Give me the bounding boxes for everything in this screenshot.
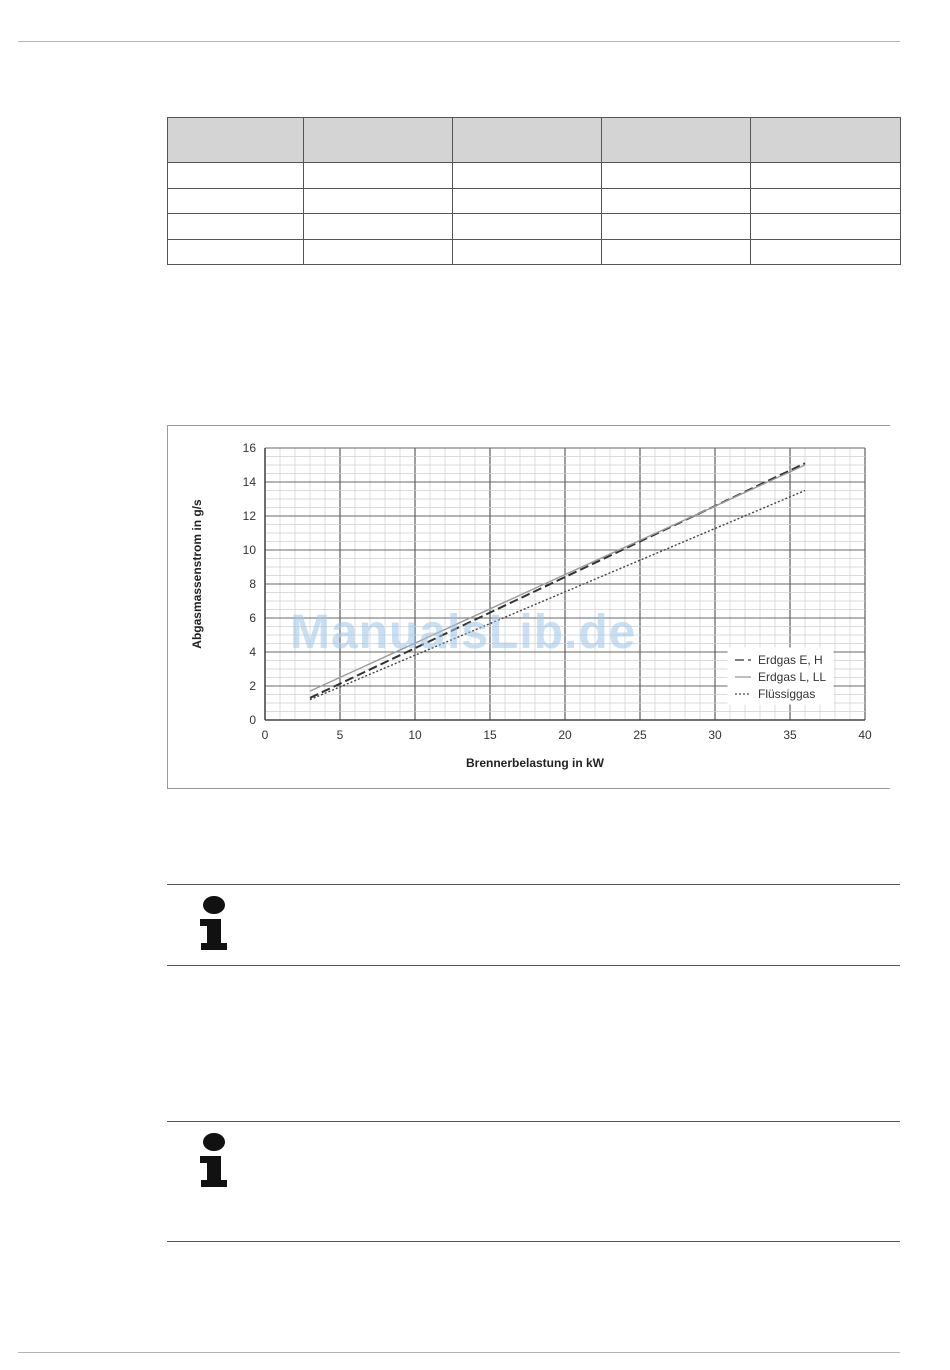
table-header-cell [751, 118, 901, 163]
table-header-cell [168, 118, 304, 163]
x-tick-label: 5 [336, 728, 344, 742]
y-tick-label: 10 [242, 543, 256, 557]
table-header-cell [304, 118, 453, 163]
x-tick-label: 20 [558, 728, 572, 742]
table-cell [602, 239, 751, 265]
table-cell [304, 163, 453, 189]
y-tick-label: 12 [242, 509, 256, 523]
table-cell [453, 163, 602, 189]
table-cell [602, 214, 751, 240]
table-cell [168, 163, 304, 189]
table-header-cell [602, 118, 751, 163]
legend-label: Erdgas L, LL [758, 670, 827, 684]
y-tick-label: 6 [249, 611, 256, 625]
y-tick-label: 0 [249, 713, 256, 727]
table-cell [168, 214, 304, 240]
x-tick-label: 40 [858, 728, 872, 742]
x-tick-label: 15 [483, 728, 497, 742]
y-tick-label: 8 [249, 577, 256, 591]
legend-label: Flüssiggas [758, 687, 816, 701]
data-table [167, 117, 901, 265]
table-row [168, 214, 901, 240]
table-cell [304, 214, 453, 240]
table-header-row [168, 118, 901, 163]
table-cell [304, 188, 453, 214]
table-cell [453, 239, 602, 265]
y-tick-label: 16 [242, 441, 256, 455]
y-axis-title: Abgasmassenstrom in g/s [190, 499, 204, 649]
y-tick-label: 4 [249, 645, 256, 659]
table-row [168, 188, 901, 214]
x-tick-label: 25 [633, 728, 647, 742]
info-icon [185, 895, 243, 951]
x-axis-title: Brennerbelastung in kW [465, 756, 605, 770]
info-note-box [167, 1121, 900, 1242]
table-cell [751, 239, 901, 265]
table-row [168, 239, 901, 265]
header-rule [18, 41, 900, 42]
watermark: ManualsLib.de [290, 606, 637, 659]
info-icon [185, 1132, 243, 1188]
legend-label: Erdgas E, H [758, 653, 823, 667]
table-cell [453, 214, 602, 240]
x-tick-label: 0 [261, 728, 269, 742]
table-cell [304, 239, 453, 265]
y-tick-label: 14 [242, 475, 256, 489]
table-cell [751, 214, 901, 240]
y-tick-label: 2 [249, 679, 256, 693]
x-tick-label: 10 [408, 728, 422, 742]
x-tick-label: 35 [783, 728, 797, 742]
footer-rule [18, 1352, 900, 1353]
table-cell [751, 163, 901, 189]
table-row [168, 163, 901, 189]
table-cell [168, 188, 304, 214]
info-note-box [167, 884, 900, 966]
table-cell [453, 188, 602, 214]
table-cell [168, 239, 304, 265]
x-tick-label: 30 [708, 728, 722, 742]
table-header-cell [453, 118, 602, 163]
table-cell [751, 188, 901, 214]
table-cell [602, 163, 751, 189]
table-cell [602, 188, 751, 214]
